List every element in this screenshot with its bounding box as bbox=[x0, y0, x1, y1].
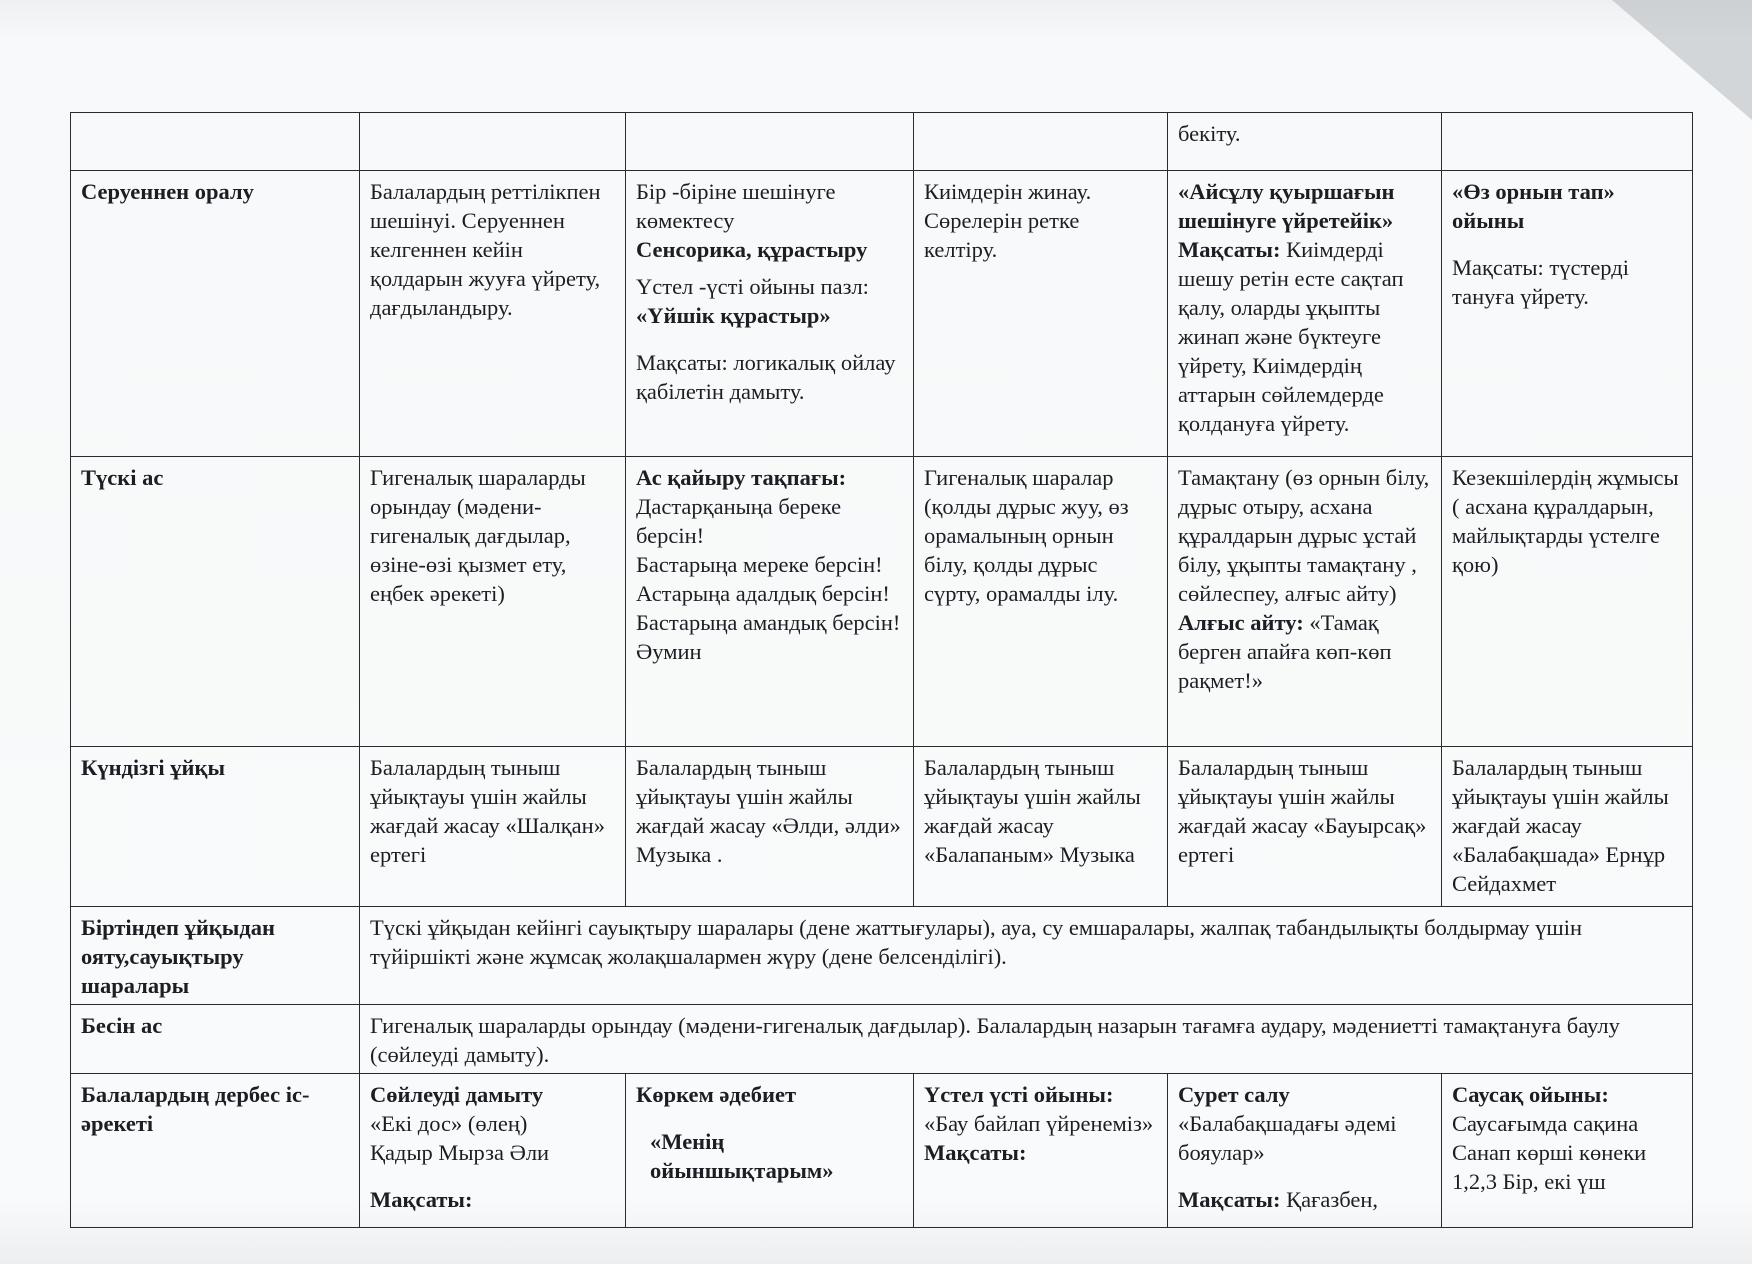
cell-text: Киімдерді шешу ретін есте сақтап қалу, оларды ұқыпты жинап және бүктеуге үйрету, Киімдердің аттарын сөйлемдерде қолдануға үйрету. bbox=[1178, 237, 1404, 436]
cell-text: «Екі дос» (өлең) bbox=[370, 1111, 528, 1136]
cell-day3 bbox=[914, 1074, 1168, 1228]
cell-day3: Балалардың тыныш ұйықтауы үшін жайлы жағдай жасау «Балапаным» Музыка bbox=[914, 747, 1168, 907]
cell-day5 bbox=[1442, 1074, 1693, 1228]
thanks-label: Алғыс айту: bbox=[1178, 610, 1304, 635]
cell-day3: Киімдерін жинау. Сөрелерін ретке келтіру. bbox=[914, 171, 1168, 457]
daily-plan-table bbox=[70, 112, 1693, 1228]
cell-text: Қадыр Мырза Әли bbox=[370, 1140, 550, 1165]
row-label: Бесін ас bbox=[71, 1005, 360, 1074]
row-label: Серуеннен оралу bbox=[71, 171, 360, 457]
table-row-lunch bbox=[71, 457, 1693, 747]
cell-day1 bbox=[360, 1074, 626, 1228]
cell-text: Мақсаты: логикалық ойлау қабілетін дамыту. bbox=[636, 350, 896, 404]
cell-heading: «Өз орнын тап» ойыны bbox=[1452, 179, 1615, 233]
cell-text: «Тамақ берген апайға көп-көп рақмет!» bbox=[1178, 610, 1392, 693]
row-label: Түскі ас bbox=[71, 457, 360, 747]
cell-day2 bbox=[626, 457, 914, 747]
header-cell-day4: бекіту. bbox=[1168, 113, 1442, 171]
table-row-nap bbox=[71, 747, 1693, 907]
header-cell bbox=[914, 113, 1168, 171]
cell-day2 bbox=[626, 1074, 914, 1228]
cell-text: Санап көрші көнеки bbox=[1452, 1140, 1647, 1165]
row-label: Біртіндеп ұйқыдан ояту,сауықтыру шаралары bbox=[71, 907, 360, 1005]
cell-text: Бастарыңа мереке берсін! bbox=[636, 552, 883, 577]
goal-label: Мақсаты: bbox=[370, 1187, 473, 1212]
cell-heading: «Үйшік құрастыр» bbox=[636, 303, 831, 328]
goal-label: Мақсаты: bbox=[924, 1140, 1027, 1165]
cell-text: Тамақтану (өз орнын білу, дұрыс отыру, асхана құралдарын дұрыс ұстай білу, ұқыпты тамақтану , сөйлеспеу, алғыс айту) bbox=[1178, 465, 1430, 606]
row-label: Күндізгі ұйқы bbox=[71, 747, 360, 907]
cell-day1: Балалардың реттілікпен шешінуі. Серуеннен келгеннен кейін қолдарын жууға үйрету, дағдыландыру. bbox=[360, 171, 626, 457]
cell-text: «Бау байлап үйренеміз» bbox=[924, 1111, 1154, 1136]
cell-heading: Сенсорика, құрастыру bbox=[636, 237, 868, 262]
cell-heading: Сөйлеуді дамыту bbox=[370, 1082, 544, 1107]
cell-text: Дастарқаныңа береке берсін! bbox=[636, 494, 842, 548]
cell-day3: Гигеналық шаралар (қолды дұрыс жуу, өз орамалының орнын білу, қолды дұрыс сүрту, орамалды ілу. bbox=[914, 457, 1168, 747]
cell-heading: «Менің ойыншықтарым» bbox=[650, 1129, 834, 1183]
cell-text: Мақсаты: түстерді тануға үйрету. bbox=[1452, 255, 1629, 309]
cell-day5 bbox=[1442, 171, 1693, 457]
cell-heading: Үстел үсті ойыны: bbox=[924, 1082, 1114, 1107]
cell-text: Үстел -үсті ойыны пазл: bbox=[636, 274, 869, 299]
cell-day4: Балалардың тыныш ұйықтауы үшін жайлы жағдай жасау «Бауырсақ» ертегі bbox=[1168, 747, 1442, 907]
cell-merged: Түскі ұйқыдан кейінгі сауықтыру шаралары (дене жаттығулары), ауа, су емшаралары, жалпақ табандылықты болдырмау үшін түйіршікті және жұмсақ жолақшалармен жүру (дене белсенділігі). bbox=[360, 907, 1693, 1005]
header-cell bbox=[71, 113, 360, 171]
goal-label: Мақсаты: bbox=[1178, 1187, 1281, 1212]
cell-text: Бастарыңа амандық берсін! Әумин bbox=[636, 610, 901, 664]
row-label: Балалардың дербес іс-әрекеті bbox=[71, 1074, 360, 1228]
table-row-activity bbox=[71, 1074, 1693, 1228]
cell-day1: Гигеналық шараларды орындау (мәдени-гигеналық дағдылар, өзіне-өзі қызмет ету, еңбек әрекеті) bbox=[360, 457, 626, 747]
cell-day1: Балалардың тыныш ұйықтауы үшін жайлы жағдай жасау «Шалқан» ертегі bbox=[360, 747, 626, 907]
cell-text: Астарыңа адалдық берсін! bbox=[636, 581, 890, 606]
cell-heading: Көркем әдебиет bbox=[636, 1082, 797, 1107]
cell-day2 bbox=[626, 171, 914, 457]
table-row-walk bbox=[71, 171, 1693, 457]
table-row-header bbox=[71, 113, 1693, 171]
cell-day5: Кезекшілердің жұмысы ( асхана құралдарын, майлықтарды үстелге қою) bbox=[1442, 457, 1693, 747]
cell-text: 1,2,3 Бір, екі үш bbox=[1452, 1169, 1606, 1194]
header-cell bbox=[626, 113, 914, 171]
cell-heading: Саусақ ойыны: bbox=[1452, 1082, 1609, 1107]
cell-text: Саусағымда сақина bbox=[1452, 1111, 1639, 1136]
table-row-snack bbox=[71, 1005, 1693, 1074]
header-cell bbox=[1442, 113, 1693, 171]
page-corner-fold bbox=[1612, 0, 1752, 120]
cell-day4 bbox=[1168, 457, 1442, 747]
cell-heading: Сурет салу bbox=[1178, 1082, 1290, 1107]
cell-heading: «Айсұлу қуыршағын шешінуге үйретейік» bbox=[1178, 179, 1395, 233]
cell-day4 bbox=[1168, 171, 1442, 457]
cell-text: «Балабақшадағы әдемі бояулар» bbox=[1178, 1111, 1397, 1165]
cell-day4 bbox=[1168, 1074, 1442, 1228]
cell-text: Бір -біріне шешінуге көмектесу bbox=[636, 179, 836, 233]
table-row-wake bbox=[71, 907, 1693, 1005]
goal-label: Мақсаты: bbox=[1178, 237, 1281, 262]
cell-heading: Ас қайыру тақпағы: bbox=[636, 465, 847, 490]
cell-day2: Балалардың тыныш ұйықтауы үшін жайлы жағдай жасау «Әлди, әлди» Музыка . bbox=[626, 747, 914, 907]
cell-day5: Балалардың тыныш ұйықтауы үшін жайлы жағдай жасау «Балабақшада» Ернұр Сейдахмет bbox=[1442, 747, 1693, 907]
header-cell bbox=[360, 113, 626, 171]
cell-merged: Гигеналық шараларды орындау (мәдени-гигеналық дағдылар). Балалардың назарын тағамға аудару, мәдениетті тамақтануға баулу (сөйлеуді дамыту). bbox=[360, 1005, 1693, 1074]
cell-text: Қағазбен, bbox=[1280, 1187, 1379, 1212]
